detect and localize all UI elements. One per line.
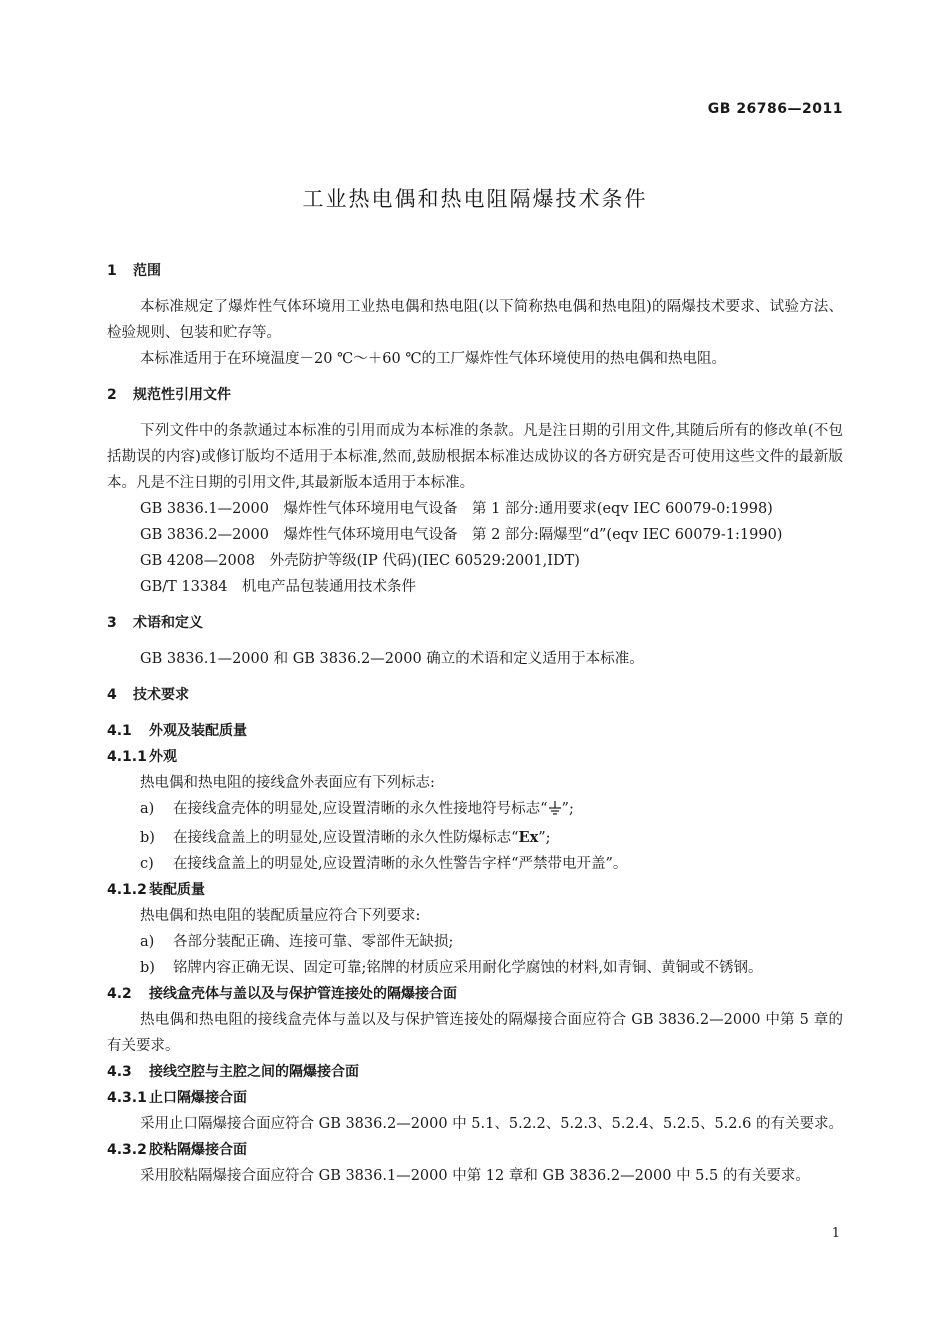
- document-body: [107, 258, 843, 1189]
- assembly-intro: 热电偶和热电阻的装配质量应符合下列要求:: [140, 908, 421, 924]
- subsection-number: 4.1.1: [107, 749, 147, 765]
- page-number: 1: [831, 1226, 840, 1241]
- list-label: c): [140, 856, 154, 872]
- subsection-number: 4.2: [107, 986, 132, 1002]
- reference-item: GB 3836.2—2000 爆炸性气体环境用电气设备 第 2 部分:隔爆型“d”(eqv IEC 60079-1:1990): [140, 527, 783, 543]
- list-item-a: [107, 929, 843, 955]
- list-text: 铭牌内容正确无误、固定可靠;铭牌的材质应采用耐化学腐蚀的材料,如青铜、黄铜或不锈钢。: [173, 960, 763, 976]
- list-text: 在接线盒盖上的明显处,应设置清晰的永久性警告字样“严禁带电开盖”。: [173, 856, 628, 872]
- references-intro: 下列文件中的条款通过本标准的引用而成为本标准的条款。凡是注日期的引用文件,其随后所有的修改单(不包括勘误的内容)或修订版均不适用于本标准,然而,鼓励根据本标准达成协议的各方研究是否可使用这些文件的最新版本。凡是不注日期的引用文件,其最新版本适用于本标准。: [107, 423, 843, 491]
- section-title: 技术要求: [133, 687, 189, 703]
- reference-item: GB/T 13384 机电产品包装通用技术条件: [140, 579, 417, 595]
- list-item-b: [107, 955, 843, 981]
- list-item-a: [107, 796, 843, 825]
- joint-paragraph: 热电偶和热电阻的接线盒壳体与盖以及与保护管连接处的隔爆接合面应符合 GB 3836.2—2000 中第 5 章的有关要求。: [107, 1012, 843, 1054]
- list-label: a): [140, 934, 155, 950]
- terms-paragraph: GB 3836.1—2000 和 GB 3836.2—2000 确立的术语和定义适用于本标准。: [140, 651, 644, 667]
- spigot-joint-paragraph: 采用止口隔爆接合面应符合 GB 3836.2—2000 中 5.1、5.2.2、5.2.3、5.2.4、5.2.5、5.2.6 的有关要求。: [140, 1116, 843, 1132]
- section-number: 3: [107, 615, 117, 631]
- ex-mark: Ex: [518, 829, 539, 846]
- subsection-number: 4.3.1: [107, 1090, 147, 1106]
- section-number: 2: [107, 387, 117, 403]
- subsection-4-2-heading: [107, 981, 843, 1007]
- earth-ground-icon: [548, 799, 562, 825]
- scope-paragraph-2: 本标准适用于在环境温度－20 ℃～＋60 ℃的工厂爆炸性气体环境使用的热电偶和热电阻。: [140, 351, 727, 367]
- subsection-4-1-2-heading: [107, 877, 843, 903]
- subsection-title: 接线盒壳体与盖以及与保护管连接处的隔爆接合面: [149, 986, 457, 1002]
- section-4-heading: [107, 682, 843, 708]
- section-title: 规范性引用文件: [133, 387, 231, 403]
- subsection-title: 止口隔爆接合面: [149, 1090, 247, 1106]
- subsection-4-3-heading: [107, 1059, 843, 1085]
- document-title: 工业热电偶和热电阻隔爆技术条件: [302, 187, 648, 211]
- subsection-title: 外观: [149, 749, 177, 765]
- cemented-joint-paragraph: 采用胶粘隔爆接合面应符合 GB 3836.1—2000 中第 12 章和 GB 3836.2—2000 中 5.5 的有关要求。: [140, 1168, 810, 1184]
- list-item-b: [107, 825, 843, 851]
- list-text-end: ”;: [538, 830, 551, 846]
- list-text-end: ”;: [561, 801, 574, 817]
- scope-paragraph-1: 本标准规定了爆炸性气体环境用工业热电偶和热电阻(以下简称热电偶和热电阻)的隔爆技术要求、试验方法、检验规则、包装和贮存等。: [107, 299, 843, 341]
- subsection-number: 4.1.2: [107, 882, 147, 898]
- subsection-4-3-2-heading: [107, 1137, 843, 1163]
- reference-item: GB 4208—2008 外壳防护等级(IP 代码)(IEC 60529:2001,IDT): [140, 553, 580, 569]
- section-number: 4: [107, 687, 117, 703]
- reference-item: GB 3836.1—2000 爆炸性气体环境用电气设备 第 1 部分:通用要求(eqv IEC 60079-0:1998): [140, 501, 773, 517]
- subsection-number: 4.3.2: [107, 1142, 147, 1158]
- section-title: 范围: [133, 263, 161, 279]
- subsection-4-1-1-heading: [107, 744, 843, 770]
- subsection-4-3-1-heading: [107, 1085, 843, 1111]
- section-3-heading: [107, 610, 843, 636]
- standard-number: GB 26786—2011: [707, 101, 843, 117]
- subsection-title: 装配质量: [149, 882, 205, 898]
- list-item-c: [107, 851, 843, 877]
- section-2-heading: [107, 382, 843, 408]
- list-label: b): [140, 830, 155, 846]
- list-text: 在接线盒盖上的明显处,应设置清晰的永久性防爆标志“: [173, 830, 519, 846]
- subsection-4-1-heading: [107, 718, 843, 744]
- subsection-title: 外观及装配质量: [149, 723, 247, 739]
- list-text: 在接线盒壳体的明显处,应设置清晰的永久性接地符号标志“: [173, 801, 548, 817]
- appearance-intro: 热电偶和热电阻的接线盒外表面应有下列标志:: [140, 775, 435, 791]
- section-number: 1: [107, 263, 117, 279]
- subsection-title: 接线空腔与主腔之间的隔爆接合面: [149, 1064, 359, 1080]
- list-text: 各部分装配正确、连接可靠、零部件无缺损;: [173, 934, 454, 950]
- section-1-heading: [107, 258, 843, 284]
- subsection-number: 4.3: [107, 1064, 132, 1080]
- section-title: 术语和定义: [133, 615, 203, 631]
- subsection-number: 4.1: [107, 723, 132, 739]
- subsection-title: 胶粘隔爆接合面: [149, 1142, 247, 1158]
- list-label: a): [140, 801, 155, 817]
- list-label: b): [140, 960, 155, 976]
